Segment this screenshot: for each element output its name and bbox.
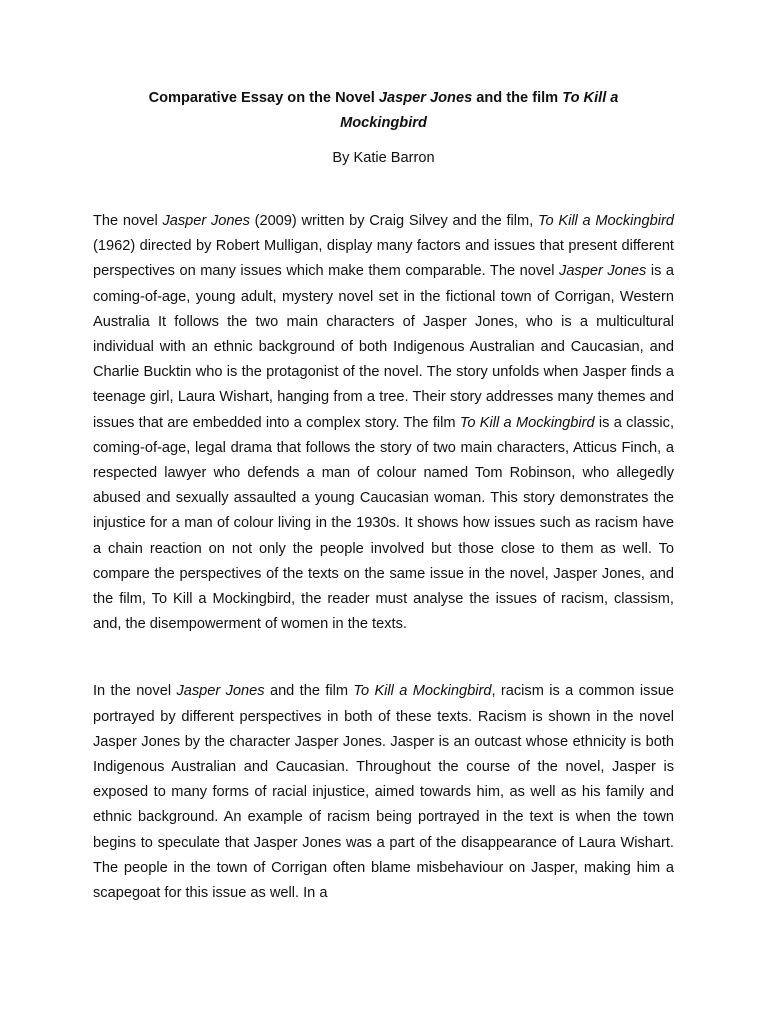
paragraph1-run: To Kill a Mockingbird <box>459 414 595 431</box>
paragraph1-run: is a classic, coming-of-age, legal drama that follows the story of two main characters, Atticus Finch, a respected lawyer who defends a man of colour named Tom Robinson, who allegedly abused and sexually assaulted a young Caucasian woman. This story demonstrates the injustice for a man of colour living in the 1930s. It shows how issues such as racism have a chain reaction on not only the people involved but those close to them as well. To compare the perspectives of the texts on the same issue in the novel, Jasper Jones, and the film, To Kill a Mockingbird, the reader must analyse the issues of racism, classism, and, the disempowerment of women in the texts. <box>93 414 675 633</box>
paragraph1-run: Jasper Jones <box>162 213 250 229</box>
title-novel: Jasper Jones <box>378 90 473 106</box>
author-byline: By Katie Barron <box>332 150 435 166</box>
paragraph1-run: (2009) written by Craig Silvey and the film, <box>249 213 538 229</box>
paragraph2-run: , racism is a common issue portrayed by different perspectives in both of these texts. Racism is shown in the novel Jasper Jones by the character Jasper Jones. Jasper is an outcast whose ethnicity is both Indigenous Australian and Caucasian. Throughout the course of the novel, Jasper is exposed to many forms of racial injustice, aimed towards him, as well as his family and ethnic background. An example of racism being portrayed in the text is when the town begins to speculate that Jasper Jones was a part of the disappearance of Laura Wishart. The people in the town of Corrigan often blame misbehaviour on Jasper, making him a scapegoat for this issue as well. In a <box>93 683 675 902</box>
paragraph2-run: Jasper Jones <box>176 683 265 700</box>
paragraph1-run: Jasper Jones <box>559 263 647 280</box>
paragraph-2 <box>93 679 674 906</box>
paragraph1-run: (1962) directed by Robert Mulligan, display many factors and issues that present different perspectives on many issues which make them comparable. The novel <box>93 238 674 280</box>
paragraph1-run: The novel <box>93 213 163 229</box>
paragraph1-run: is a coming-of-age, young adult, mystery novel set in the fictional town of Corrigan, Western Australia It follows the two main characters of Jasper Jones, who is a multicultural individual with an ethnic background of both Indigenous Australian and Caucasian, and Charlie Bucktin who is the protagonist of the novel. The story unfolds when Jasper finds a teenage girl, Laura Wishart, hanging from a tree. Their story addresses many themes and issues that are embedded into a complex story. The film <box>93 263 675 431</box>
paragraph-1 <box>93 209 674 637</box>
title-film: To Kill a Mockingbird <box>340 90 619 131</box>
paragraph1-run: To Kill a Mockingbird <box>537 213 674 229</box>
essay-title <box>123 86 644 136</box>
title-text-1: Comparative Essay on the Novel <box>148 90 379 106</box>
title-text-2: and the film <box>472 90 563 106</box>
paragraph2-run: To Kill a Mockingbird <box>353 683 492 700</box>
paragraph2-run: and the film <box>264 683 354 700</box>
paragraph2-run: In the novel <box>93 683 177 700</box>
